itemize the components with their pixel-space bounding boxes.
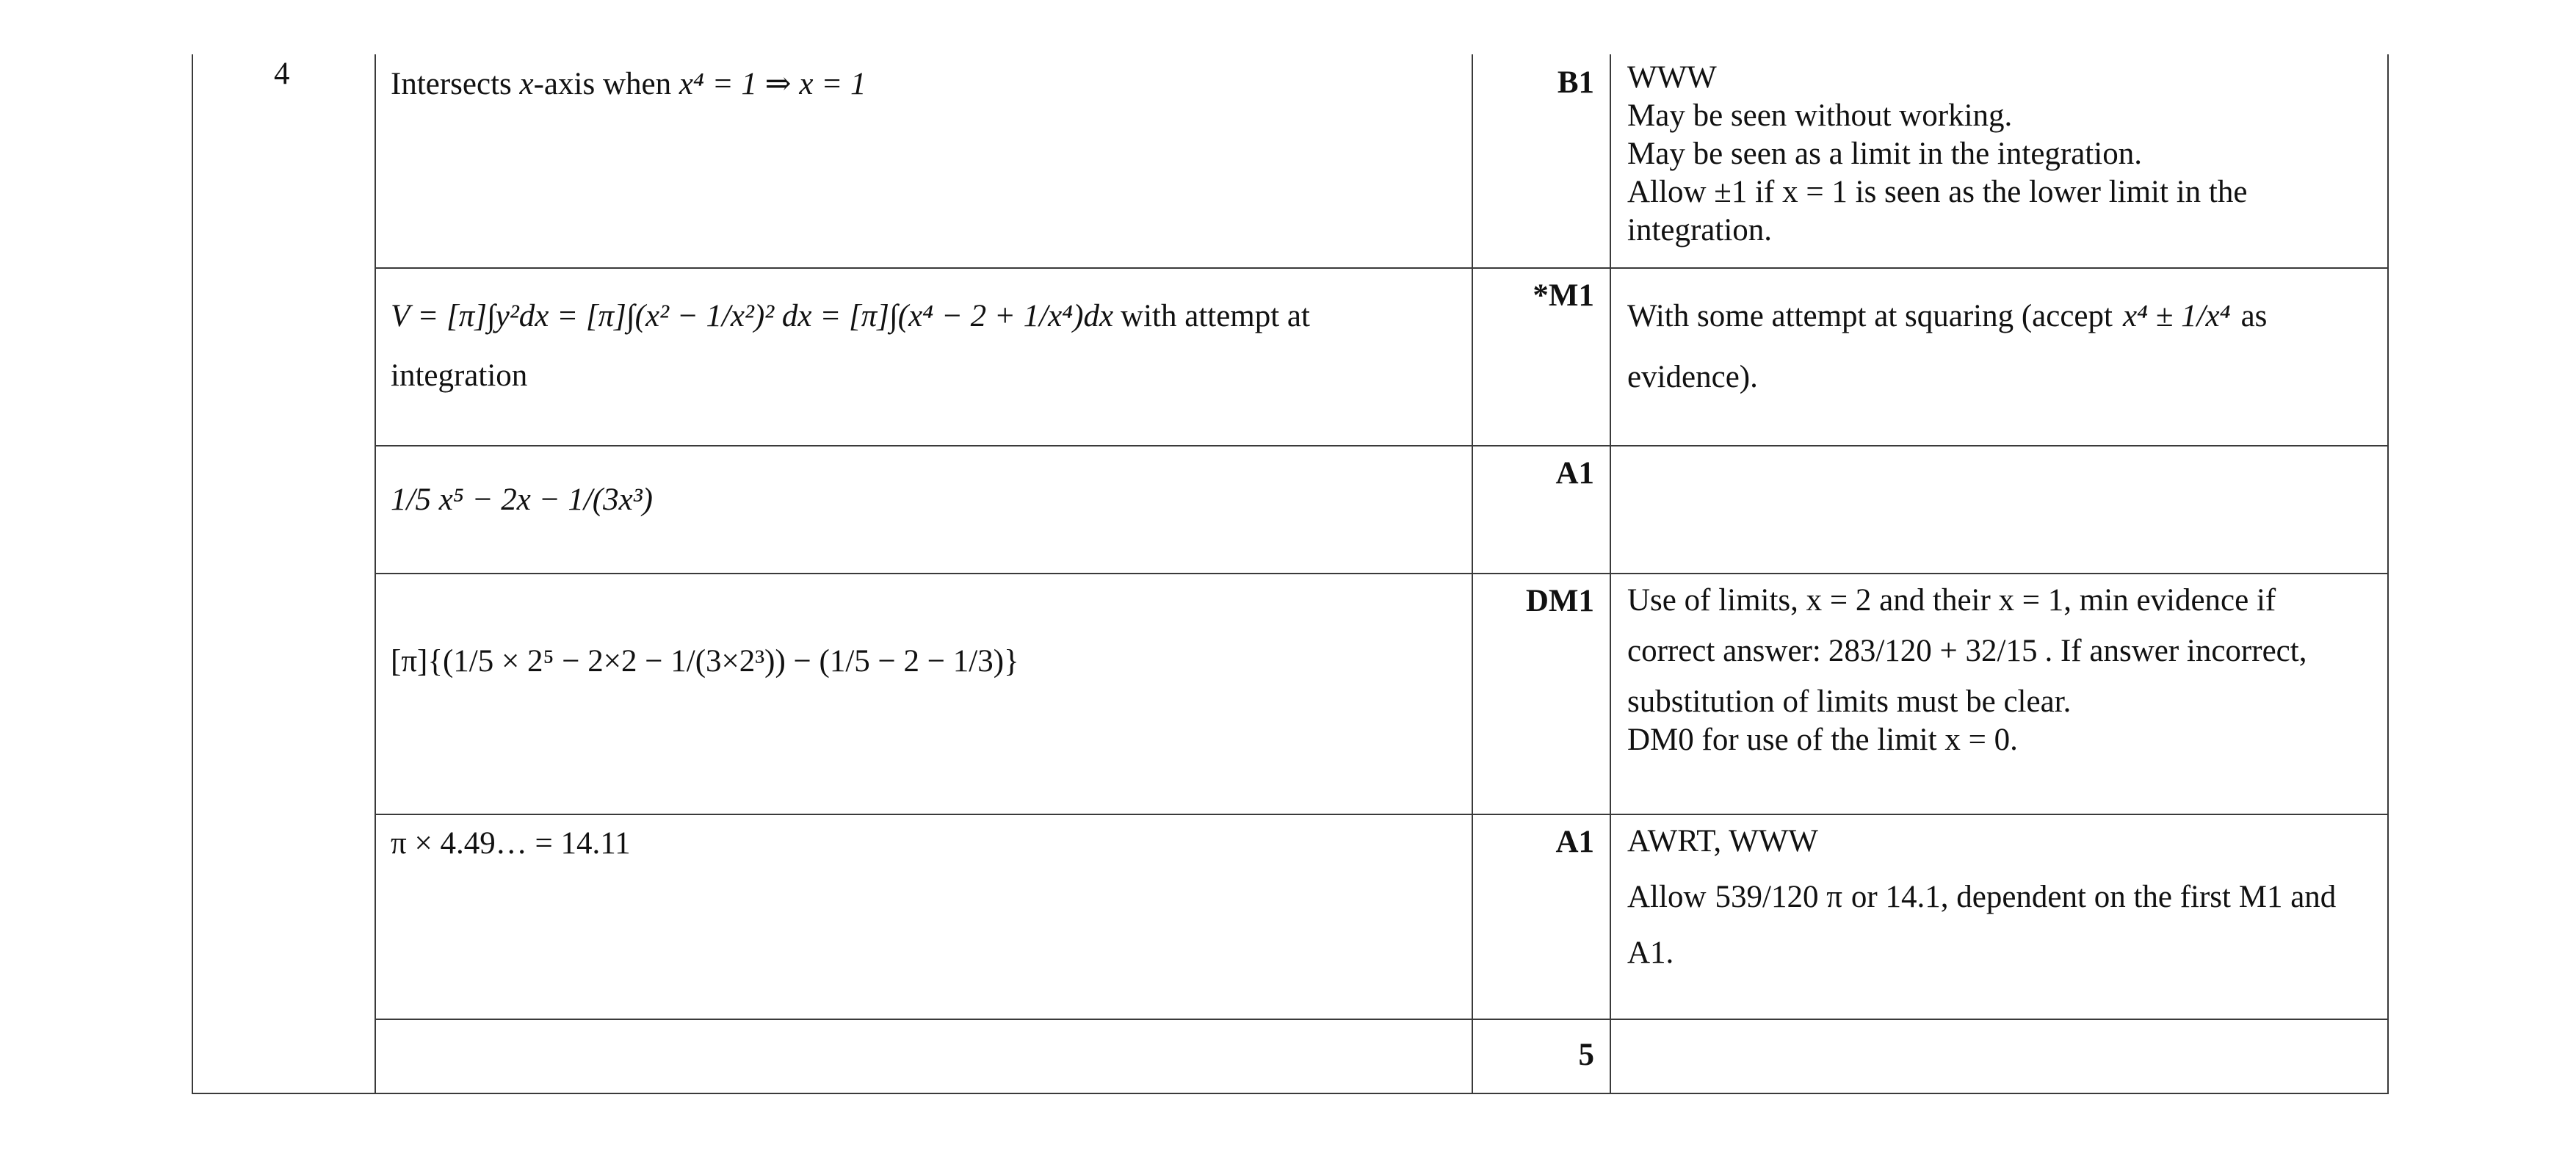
guidance-line: DM0 for use of the limit x = 0. xyxy=(1627,723,2018,757)
guidance-line: May be seen without working. xyxy=(1627,98,2013,133)
answer-text: Intersects xyxy=(391,67,520,101)
guidance-cell xyxy=(1627,297,2369,397)
answer-text: integration xyxy=(391,358,528,393)
guidance-line: AWRT, WWW xyxy=(1627,824,1818,858)
answer-cell xyxy=(391,65,866,104)
row-divider xyxy=(375,267,2389,269)
guidance-text: Allow xyxy=(1627,880,1707,914)
guidance-line: May be seen as a limit in the integration. xyxy=(1627,137,2142,171)
guidance-line: Use of limits, x = 2 and their x = 1, min evidence if xyxy=(1627,583,2276,618)
answer-cell xyxy=(391,824,631,863)
guidance-text: or 14.1, dependent on the first M1 and xyxy=(1850,880,2337,914)
total-marks: 5 xyxy=(1578,1038,1594,1072)
mark-code: A1 xyxy=(1555,456,1594,491)
mark-code: *M1 xyxy=(1533,278,1594,313)
limits-substitution-expression: [π]{(1/5 × 2⁵ − 2×2 − 1/(3×2³)) − (1/5 − 2 − 1/3)} xyxy=(391,644,1019,679)
guidance-math: x⁴ ± 1/x⁴ xyxy=(2122,299,2231,333)
guidance-text: as xyxy=(2240,299,2268,333)
question-number: 4 xyxy=(274,57,290,91)
column-divider xyxy=(1610,54,1611,1094)
row-divider xyxy=(375,1019,2389,1020)
guidance-math: 283/120 + 32/15 xyxy=(1828,634,2038,668)
guidance-cell xyxy=(1627,822,2369,972)
guidance-line: WWW xyxy=(1627,60,1717,95)
mark-code: A1 xyxy=(1555,825,1594,859)
answer-cell xyxy=(391,480,653,519)
mark-code: B1 xyxy=(1557,65,1594,100)
integral-expression: V = [π]∫y²dx = [π]∫(x² − 1/x²)² dx = [π]∫(x⁴ − 2 + 1/x⁴)dx xyxy=(391,299,1114,333)
mark-scheme-table xyxy=(192,54,2389,1094)
row-divider xyxy=(375,814,2389,815)
guidance-text: evidence). xyxy=(1627,360,1758,394)
guidance-line: Allow ±1 if x = 1 is seen as the lower limit in the xyxy=(1627,175,2248,209)
guidance-math: 539/120 π xyxy=(1715,880,1842,914)
guidance-line: substitution of limits must be clear. xyxy=(1627,684,2072,719)
row-divider xyxy=(375,573,2389,574)
table-border-left xyxy=(192,54,193,1094)
row-divider xyxy=(375,445,2389,446)
guidance-line: A1. xyxy=(1627,936,1674,970)
guidance-line: integration. xyxy=(1627,213,1773,247)
guidance-text: correct answer: xyxy=(1627,634,1821,668)
answer-text: with attempt at xyxy=(1121,299,1310,333)
answer-cell xyxy=(391,642,1019,681)
final-answer: π × 4.49… = 14.11 xyxy=(391,826,631,861)
answer-math: x⁴ = 1 ⇒ x = 1 xyxy=(679,67,866,101)
column-divider xyxy=(1472,54,1473,1094)
column-divider xyxy=(375,54,376,1094)
antiderivative-expression: 1/5 x⁵ − 2x − 1/(3x³) xyxy=(391,482,653,517)
guidance-cell xyxy=(1627,59,2369,250)
answer-text: -axis when xyxy=(533,67,679,101)
guidance-text: With some attempt at squaring (accept xyxy=(1627,299,2113,333)
table-border-right xyxy=(2387,54,2389,1094)
guidance-text: . If answer incorrect, xyxy=(2044,634,2307,668)
guidance-cell xyxy=(1627,582,2369,759)
table-border-bottom xyxy=(192,1093,2389,1094)
answer-var: x xyxy=(519,67,534,101)
mark-code: DM1 xyxy=(1525,584,1594,618)
answer-cell xyxy=(391,297,1455,395)
